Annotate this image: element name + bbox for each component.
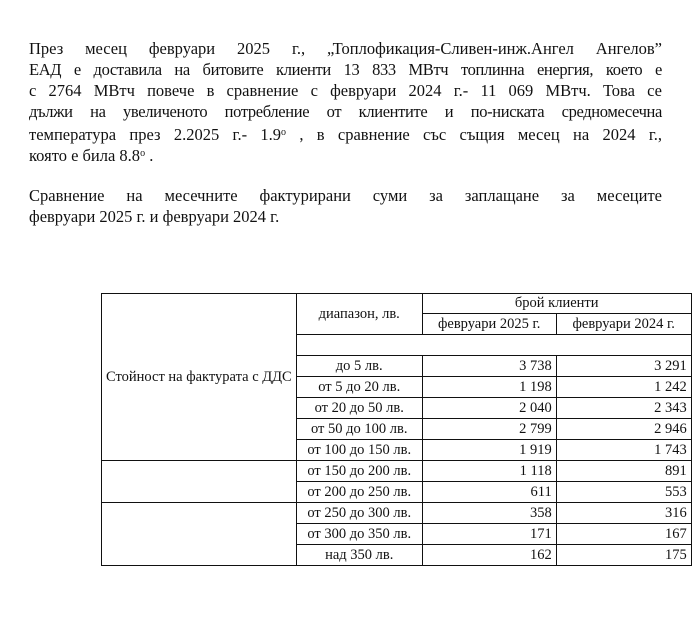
- feb-2024-value: 167: [556, 524, 691, 545]
- sentence-end: .: [145, 146, 154, 165]
- feb-2025-value: 2 799: [422, 419, 556, 440]
- feb-2025-value: 1 198: [422, 377, 556, 398]
- feb-2025-value: 2 040: [422, 398, 556, 419]
- table-row: [102, 461, 692, 482]
- feb-2025-value: 1 919: [422, 440, 556, 461]
- degree-symbol: o: [281, 127, 287, 138]
- paragraph-line: с 2764 МВтч повече в сравнение с февруари 2024 г.- 11 069 МВтч. Това се: [29, 81, 662, 100]
- range-cell: от 5 до 20 лв.: [296, 377, 422, 398]
- previous-temperature-text: която е била 8.8: [29, 146, 141, 165]
- intro-paragraph: [29, 38, 662, 164]
- paragraph-line: Сравнение на месечните фактурирани суми за заплащане за месеците: [29, 186, 662, 205]
- table-header-row: [102, 294, 692, 314]
- column-header-feb-2024: февруари 2024 г.: [556, 314, 691, 335]
- clients-count-header: брой клиенти: [422, 294, 691, 314]
- row-group-empty-cell: [102, 461, 297, 503]
- feb-2025-value: 1 118: [422, 461, 556, 482]
- comparison-text: , в сравнение със същия месец на 2024 г.,: [286, 125, 662, 144]
- table-caption-paragraph: [29, 185, 662, 227]
- row-group-label: Стойност на фактурата с ДДС: [102, 294, 297, 461]
- feb-2024-value: 2 946: [556, 419, 691, 440]
- degree-symbol: o: [140, 148, 146, 159]
- range-cell: над 350 лв.: [296, 545, 422, 566]
- temperature-text: температура през 2.2025 г.- 1.9: [29, 125, 282, 144]
- feb-2024-value: 553: [556, 482, 691, 503]
- table-row: [102, 503, 692, 524]
- feb-2025-value: 611: [422, 482, 556, 503]
- range-header: диапазон, лв.: [296, 294, 422, 335]
- paragraph-line: дължи на увеличеното потребление от клиентите и по-ниската средномесечна: [29, 102, 662, 121]
- feb-2024-value: 1 743: [556, 440, 691, 461]
- range-cell: от 250 до 300 лв.: [296, 503, 422, 524]
- feb-2025-value: 162: [422, 545, 556, 566]
- paragraph-line: ЕАД е доставила на битовите клиенти 13 833 МВтч топлинна енергия, което е: [29, 60, 662, 79]
- feb-2025-value: 171: [422, 524, 556, 545]
- feb-2024-value: 891: [556, 461, 691, 482]
- range-cell: от 300 до 350 лв.: [296, 524, 422, 545]
- range-cell: от 20 до 50 лв.: [296, 398, 422, 419]
- feb-2024-value: 2 343: [556, 398, 691, 419]
- row-group-empty-cell: [102, 503, 297, 566]
- feb-2025-value: 358: [422, 503, 556, 524]
- empty-cell: [296, 335, 691, 356]
- paragraph-line: февруари 2025 г. и февруари 2024 г.: [29, 207, 280, 226]
- range-cell: от 150 до 200 лв.: [296, 461, 422, 482]
- range-cell: от 50 до 100 лв.: [296, 419, 422, 440]
- paragraph-line: [29, 143, 662, 164]
- range-cell: от 200 до 250 лв.: [296, 482, 422, 503]
- column-header-feb-2025: февруари 2025 г.: [422, 314, 556, 335]
- feb-2024-value: 316: [556, 503, 691, 524]
- billing-comparison-table: [101, 293, 692, 566]
- range-cell: до 5 лв.: [296, 356, 422, 377]
- paragraph-line: [29, 122, 662, 143]
- feb-2024-value: 3 291: [556, 356, 691, 377]
- feb-2024-value: 1 242: [556, 377, 691, 398]
- feb-2024-value: 175: [556, 545, 691, 566]
- range-cell: от 100 до 150 лв.: [296, 440, 422, 461]
- feb-2025-value: 3 738: [422, 356, 556, 377]
- paragraph-line: През месец февруари 2025 г., „Топлофикация-Сливен-инж.Ангел Ангелов”: [29, 39, 662, 58]
